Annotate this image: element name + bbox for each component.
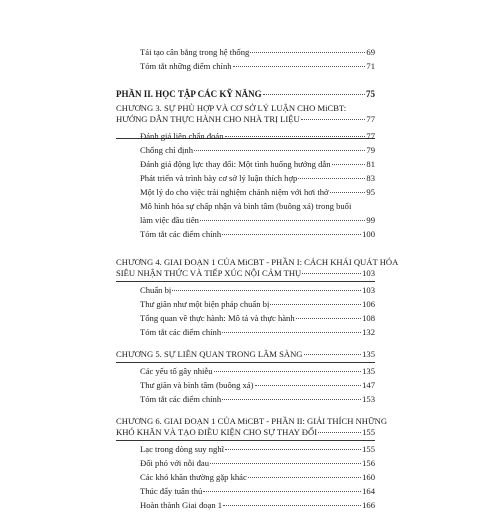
toc-entry-title: Chuẩn bị	[140, 285, 172, 295]
dot-leader	[203, 491, 361, 492]
chapter-title-line2: KHÓ KHĂN VÀ TẠO ĐIỀU KIỆN CHO SỰ THAY ĐỔI	[116, 427, 318, 437]
toc-entry-title: Phát triển và trình bày cơ sở lý luận thích hợp	[140, 173, 298, 183]
toc-entry-page: 166	[362, 500, 375, 510]
dot-leader	[233, 66, 366, 67]
toc-entry-title: Tái tạo cân bằng trong hệ thống	[140, 47, 250, 57]
dot-leader	[332, 164, 366, 165]
chapter-heading[interactable]	[116, 349, 375, 360]
toc-entry-title: Tóm tắt các điểm chính	[140, 327, 222, 337]
toc-entry[interactable]	[140, 285, 375, 296]
toc-entry[interactable]	[140, 145, 375, 156]
toc-entry-page: 160	[362, 472, 375, 482]
chapter-title-line1: CHƯƠNG 3. SỰ PHÙ HỢP VÀ CƠ SỞ LÝ LUẬN CHO MiCBT:	[116, 103, 347, 113]
toc-entry-page: 100	[362, 229, 375, 239]
toc-entry-title: Các khó khăn thường gặp khác	[140, 472, 247, 482]
dot-leader	[214, 371, 362, 372]
chapter-divider	[116, 362, 375, 363]
toc-entry-title: Lạc trong dòng suy nghĩ	[140, 444, 225, 454]
dot-leader	[248, 477, 361, 478]
toc-entry-page: 71	[366, 61, 375, 71]
chapter-heading[interactable]	[116, 416, 388, 438]
dot-leader	[318, 432, 361, 433]
toc-entry-title: Đối phó với nỗi đau	[140, 458, 209, 468]
toc-entry[interactable]	[140, 159, 375, 170]
toc-entry-page: 79	[366, 145, 375, 155]
toc-entry[interactable]	[140, 394, 375, 405]
chapter-title-line1: CHƯƠNG 6. GIAI ĐOẠN 1 CỦA MiCBT - PHẦN II: GIẢI THÍCH NHỮNG	[116, 416, 388, 426]
chapter-divider	[116, 281, 375, 282]
toc-entry[interactable]	[140, 215, 375, 226]
dot-leader	[200, 220, 365, 221]
chapter-title-line2: HƯỚNG DẪN THỰC HÀNH CHO NHÀ TRỊ LIỆU	[116, 114, 300, 124]
toc-entry-page: 99	[366, 215, 375, 225]
chapter-page: 77	[366, 114, 375, 124]
chapter-title-line2: SIÊU NHẬN THỨC VÀ TIẾP XÚC NỘI CẢM THỤ	[116, 268, 302, 278]
dot-leader	[302, 273, 361, 274]
toc-entry-title: Tóm tắt các điểm chính	[140, 229, 222, 239]
chapter-page: 135	[362, 349, 375, 359]
toc-entry-page: 103	[362, 285, 375, 295]
toc-entry-title: Mô hình hóa sự chấp nhận và bình tâm (buông xả) trong buổi	[140, 201, 352, 211]
dot-leader	[225, 449, 361, 450]
toc-entry-page: 132	[362, 327, 375, 337]
dot-leader	[270, 304, 361, 305]
toc-entry-page: 95	[366, 187, 375, 197]
toc-entry[interactable]	[140, 380, 375, 391]
dot-leader	[263, 94, 365, 95]
toc-entry-title: Tóm tắt các điểm chính	[140, 394, 222, 404]
dot-leader	[210, 463, 361, 464]
toc-entry-title: Chống chỉ định	[140, 145, 193, 155]
toc-entry[interactable]	[140, 187, 375, 198]
toc-entry-title: Thư giãn và bình tâm (buông xả)	[140, 380, 254, 390]
toc-entry[interactable]	[140, 458, 375, 469]
toc-entry-title: Hoàn thành Giai đoạn 1	[140, 500, 223, 510]
toc-entry[interactable]	[140, 472, 375, 483]
toc-entry-page: 153	[362, 394, 375, 404]
toc-entry-title: Đánh giá động lực thay đổi: Một tình huống hướng dẫn	[140, 159, 331, 169]
chapter-divider	[116, 440, 375, 441]
toc-part-heading[interactable]	[116, 89, 375, 100]
toc-entry[interactable]	[140, 229, 375, 240]
toc-entry-page: 77	[366, 131, 375, 141]
dot-leader	[172, 290, 361, 291]
part-title: PHẦN II. HỌC TẬP CÁC KỸ NĂNG	[116, 89, 262, 99]
toc-entry-page: 69	[366, 47, 375, 57]
toc-entry-page: 81	[366, 159, 375, 169]
toc-entry-title: Một lý do cho việc trải nghiệm chánh niệm với hơi thở	[140, 187, 329, 197]
toc-entry-page: 106	[362, 299, 375, 309]
toc-entry-page: 147	[362, 380, 375, 390]
dot-leader	[255, 385, 362, 386]
toc-entry-title: Các yếu tố gây nhiễu	[140, 366, 213, 376]
dot-leader	[222, 234, 361, 235]
toc-entry[interactable]	[140, 444, 375, 455]
toc-entry-title: Tóm tắt những điểm chính	[140, 61, 232, 71]
dot-leader	[330, 192, 366, 193]
toc-entry[interactable]	[140, 486, 375, 497]
toc-entry[interactable]	[140, 313, 375, 324]
toc-entry-page: 156	[362, 458, 375, 468]
dot-leader	[298, 178, 365, 179]
toc-entry[interactable]	[140, 131, 375, 142]
part-page: 75	[366, 89, 375, 99]
toc-entry-title: Đánh giá liên chẩn đoán	[140, 131, 224, 141]
chapter-heading[interactable]	[116, 257, 399, 279]
dot-leader	[222, 399, 361, 400]
toc-entry[interactable]	[140, 366, 375, 377]
toc-entry-page: 108	[362, 313, 375, 323]
dot-leader	[296, 318, 361, 319]
dot-leader	[304, 354, 362, 355]
toc-entry[interactable]	[140, 47, 375, 58]
chapter-heading[interactable]	[116, 103, 375, 125]
chapter-title-line1: CHƯƠNG 4. GIAI ĐOẠN 1 CỦA MiCBT - PHẦN I: CÁCH KHÁI QUÁT HÓA	[116, 257, 399, 267]
dot-leader	[194, 150, 365, 151]
toc-entry[interactable]	[140, 506, 375, 517]
dot-leader	[250, 52, 365, 53]
toc-entry[interactable]	[140, 327, 375, 338]
toc-entry-page: 164	[362, 486, 375, 496]
toc-entry-title: Tổng quan về thực hành: Mô tả và thực hành	[140, 313, 295, 323]
toc-entry[interactable]	[140, 173, 375, 184]
toc-entry[interactable]	[140, 61, 375, 72]
toc-entry-page: 135	[362, 366, 375, 376]
chapter-page: 155	[362, 427, 375, 437]
toc-entry-page: 83	[366, 173, 375, 183]
toc-entry-title: Thư giãn như một biện pháp chuẩn bị	[140, 299, 270, 309]
chapter-title-line1: CHƯƠNG 5. SỰ LIÊN QUAN TRONG LÂM SÀNG	[116, 349, 303, 359]
toc-entry-wrapped[interactable]	[140, 201, 375, 212]
dot-leader	[301, 119, 366, 120]
toc-entry-page: 155	[362, 444, 375, 454]
toc-entry-title: Thúc đẩy tuân thủ	[140, 486, 203, 496]
dot-leader	[225, 136, 366, 137]
chapter-page: 103	[362, 268, 375, 278]
toc-entry[interactable]	[140, 299, 375, 310]
dot-leader	[222, 332, 361, 333]
toc-entry-title: làm việc đầu tiên	[140, 215, 199, 225]
